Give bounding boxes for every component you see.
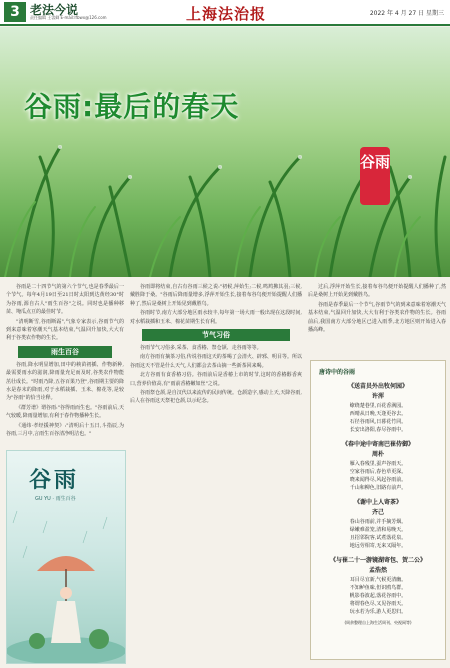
sidebar-footer: (周余整理自上海生活周刊、央视网等) [344, 620, 412, 625]
section-subtitle: 责任编辑 王睿卿 E-mail:lfbwx@126.com [30, 15, 107, 20]
poster-subtitle: GU YU · 雨生百谷 [35, 496, 76, 502]
poem-title: 《送苗员外出牧何园》 [347, 383, 408, 390]
poem-author: 许浑 [371, 393, 384, 400]
poem-author: 齐己 [371, 509, 384, 516]
poem-line: 耳目尽宜新,气候更清幽。 [349, 577, 407, 583]
paragraph: 谷雨时节,南方大部分地区雨水较丰,每年第一场大雨一般出现在这段时间,对水稻栽插和玉米、棉花苗期生长有利。 [130, 310, 302, 325]
paragraph: 谷雨,降水明显增加,田中的秧苗初插、作物新种,最需要雨水的滋润,降雨量充足而及时,谷类农作物能茁壮成长。"时雨乃降,五谷百果乃登",谷雨期主要的降水是春末的降雨,对于水稻栽插、玉米、棉花等,是较为"谷雨"的恰当诠释。 [6, 361, 124, 402]
poem-line: 晓来闻得尽,风起谷雨前。 [349, 477, 407, 483]
poem-line: 雁入春残里,蚕声谷雨天。 [349, 461, 407, 467]
poem-line: 缭绕楚巷里,百花香满园。 [349, 403, 407, 409]
umbrella-figure-illustration [7, 451, 125, 663]
sidebar-heading: 唐诗中的谷雨 [319, 369, 356, 376]
paragraph: 南方谷雨有摘茶习俗,传说谷雨这天的茶喝了会清火、辟邪、明目等。所以谷雨这天不管是什么天气,人们都会去茶山摘一些新茶回来喝。 [130, 354, 302, 369]
poem-line: 绿嫩难盈笼,清和易晚天。 [349, 527, 407, 533]
poem-title: 《谢中上人寄茶》 [353, 499, 402, 506]
section-title: 老法今说 [30, 3, 79, 17]
poem-line: 石径谷雨风,日暮花竹同。 [349, 419, 407, 425]
paragraph: 谷雨节气习俗多,采茶、食香椿、祭仓颉、走谷雨等等。 [140, 345, 262, 352]
poem-line: 春山谷雨前,并手摘芳烟。 [349, 519, 407, 525]
section-heading: 雨生百谷 [18, 346, 112, 358]
poem-author: 孟浩然 [368, 567, 387, 574]
guyu-poster [6, 450, 126, 664]
issue-date: 2022 年 4 月 27 日 星期三 [369, 10, 444, 17]
poem-line: 西晴从日晚,天逢更谷去。 [349, 411, 407, 417]
paragraph: "清明断雪,谷雨断霜",气象专家表示,谷雨节气的到来意味着寒潮天气基本结束,气温回升加快,大大有利于谷类农作物的生长。 [6, 318, 124, 342]
paragraph: 过后,浮萍开始生长,接着布谷鸟便开始提醒人们播种了,然后是桑树上开始见到戴胜鸟。 [308, 284, 446, 299]
headline: 谷雨:最后的春天 [24, 90, 240, 123]
hero-image [0, 27, 450, 277]
poster-title: 谷雨 [29, 467, 80, 493]
paragraph: 谷雨是春季最后一个节气,谷雨节气的到来意味着寒潮天气基本结束,气温回升加快,大大有利于谷类农作物的生长。谷雨前后,我国南方大部分地区已进入雨季,北方地区则开始进入春播高峰。 [308, 301, 446, 334]
paragraph: 谷雨祭仓颉,是自汉代以来流传的民间传统。仓颉造字,感动上天,天降谷雨,后人在谷雨这天祭祀仓颉,以示纪念。 [130, 390, 302, 405]
paragraph: 《群芳谱》谓谷雨:"谷得雨而生也。"谷雨前后,天气较暖,降雨量增加,有利于春作物播种生长。 [6, 404, 124, 420]
paragraph: 《通纬·孝经援神契》:"清明后十五日,斗指辰,为谷雨,三月中,言雨生百谷清净明洁也。" [6, 422, 124, 438]
left-column [6, 283, 124, 447]
poem-author: 周朴 [371, 451, 384, 458]
paragraph: 谷雨即将结束,自古有谷雨三候之说:"初候,萍始生;二候,鸣鸠拂其羽;三候,戴胜降于桑。"谷雨后降雨量增多,浮萍开始生长,接着布谷鸟便开始提醒人们播种了,然后是桑树上开始见到戴胜鸟。 [130, 284, 302, 307]
right-column [308, 283, 446, 355]
poem-line: 玩水若为乐,游人更思归。 [349, 609, 407, 615]
solar-term-tag: 谷雨 [360, 147, 390, 205]
page-header [0, 0, 450, 26]
poem-title: 《与崔二十一游镜湖寄包、贺二公》 [329, 557, 426, 564]
middle-column [130, 283, 302, 663]
poem-line: 帆影春波起,落花谷雨中。 [349, 593, 407, 599]
page-number: 3 [4, 2, 26, 22]
poems-sidebar [310, 360, 446, 660]
poem-line: 空家谷雨后,春色草更深。 [349, 469, 407, 475]
poem-line: 将谓春色尽,又见谷雨天。 [349, 601, 407, 607]
poem-line: 地远劳相寄,无来又隔年。 [349, 543, 407, 549]
poem-line: 不知鲈鱼味,但识鸥鸟群。 [349, 585, 407, 591]
paragraph: 谷雨是二十四节气的第六个节气,也是春季最后一个节气。每年4月19日至21日时太阳到达黄经30°时为谷雨,源自古人"雨生百谷"之说。同时也是播种移苗、埯瓜点豆的最佳时节。 [6, 284, 124, 316]
poem-title: 《春中途中寄南巴崔侍御》 [341, 441, 414, 448]
poem-line: 且招邻院客,试煮落花泉。 [349, 535, 407, 541]
paragraph: 北方谷雨有食香椿习俗。谷雨前后是香椿上市的时节,这时的香椿醇香爽口,营养价值高,有"雨前香椿嫩如丝"之说。 [130, 372, 302, 387]
poem-line: 千山和柳色,旧路有前声。 [349, 485, 407, 491]
section-heading: 节气习俗 [142, 329, 290, 341]
poem-line: 长安出洛阳,春尽谷雨中。 [349, 427, 407, 433]
masthead: 上海法治报 [186, 5, 267, 23]
